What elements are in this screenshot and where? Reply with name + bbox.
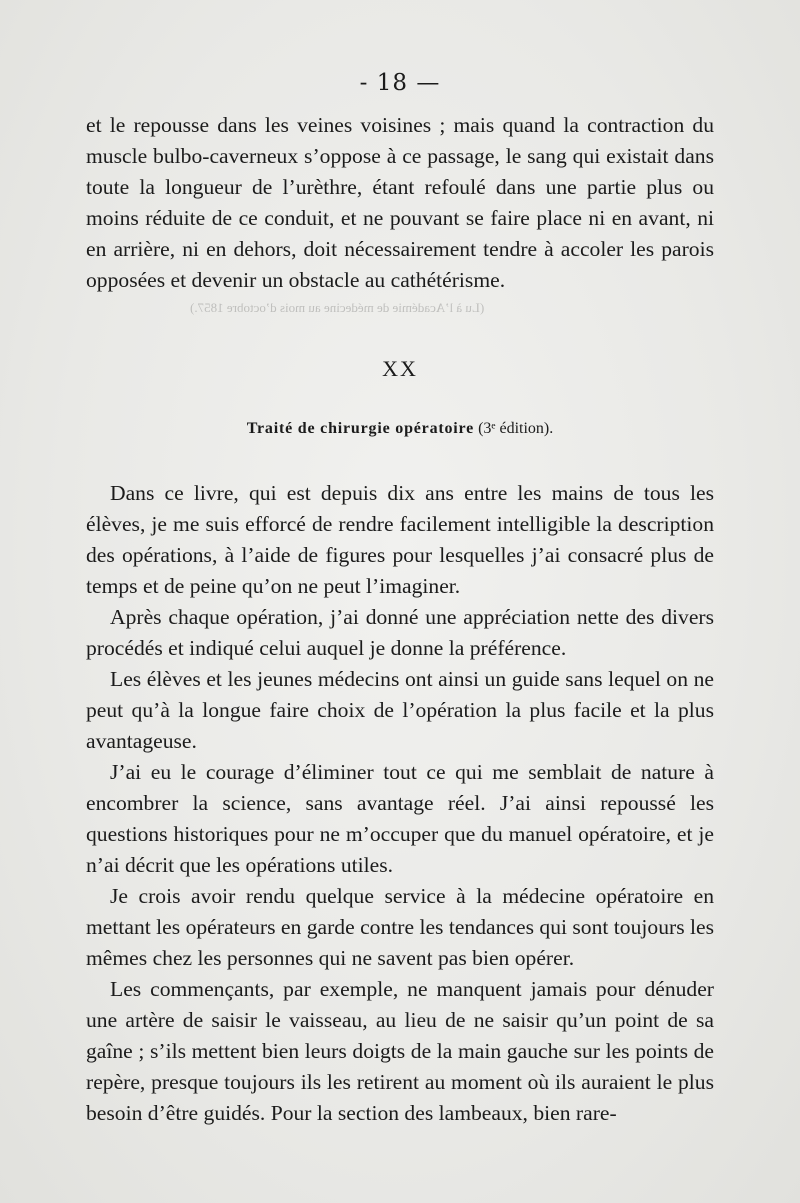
section-body <box>86 478 714 1129</box>
section-title-text: Traité de chirurgie opératoire <box>246 420 475 437</box>
bleed-through-text: (Lu à l’Académie de médecine au mois d’octobre 1857.) <box>190 300 485 315</box>
paragraph: Les élèves et les jeunes médecins ont ainsi un guide sans lequel on ne peut qu’à la longue faire choix de l’opération la plus facile et la plus avantageuse. <box>86 667 714 753</box>
page-number: - 18 — <box>359 70 441 96</box>
paragraph: Après chaque opération, j’ai donné une appréciation nette des divers procédés et indiqué celui auquel je donne la préférence. <box>86 605 714 660</box>
paragraph: J’ai eu le courage d’éliminer tout ce qui me semblait de nature à encombrer la science, sans avantage réel. J’ai ainsi repoussé les questions historiques pour ne m’occuper que du manuel opératoire, et je n’ai décrit que les opérations utiles. <box>86 760 714 877</box>
continued-paragraph: et le repousse dans les veines voisines ; mais quand la contraction du muscle bulbo-caverneux s’oppose à ce passage, le sang qui existait dans toute la longueur de l’urèthre, étant refoulé dans une partie plus ou moins réduite de ce conduit, et ne pouvant se faire place ni en avant, ni en arrière, ni en dehors, doit nécessairement tendre à accoler les parois opposées et devenir un obstacle au cathétérisme. <box>86 113 714 292</box>
top-text-block <box>86 110 714 296</box>
paragraph: Je crois avoir rendu quelque service à la médecine opératoire en mettant les opérateurs en garde contre les tendances qui sont toujours les mêmes chez les personnes qui ne savent pas bien opérer. <box>86 884 714 970</box>
section-title <box>0 420 800 438</box>
section-number: XX <box>382 356 418 381</box>
paragraph: Dans ce livre, qui est depuis dix ans entre les mains de tous les élèves, je me suis efforcé de rendre facilement intelligible la description des opérations, à l’aide de figures pour lesquelles j’ai consacré plus de temps et de peine qu’on ne peut l’imaginer. <box>86 481 714 598</box>
section-edition: (3ᵉ édition). <box>478 420 554 437</box>
paragraph: Les commençants, par exemple, ne manquent jamais pour dénuder une artère de saisir le vaisseau, au lieu de ne saisir qu’un point de sa gaîne ; s’ils mettent bien leurs doigts de la main gauche sur les points de repère, presque toujours ils les retirent au moment où ils auraient le plus besoin d’être guidés. Pour la section des lambeaux, bien rare- <box>86 977 714 1125</box>
